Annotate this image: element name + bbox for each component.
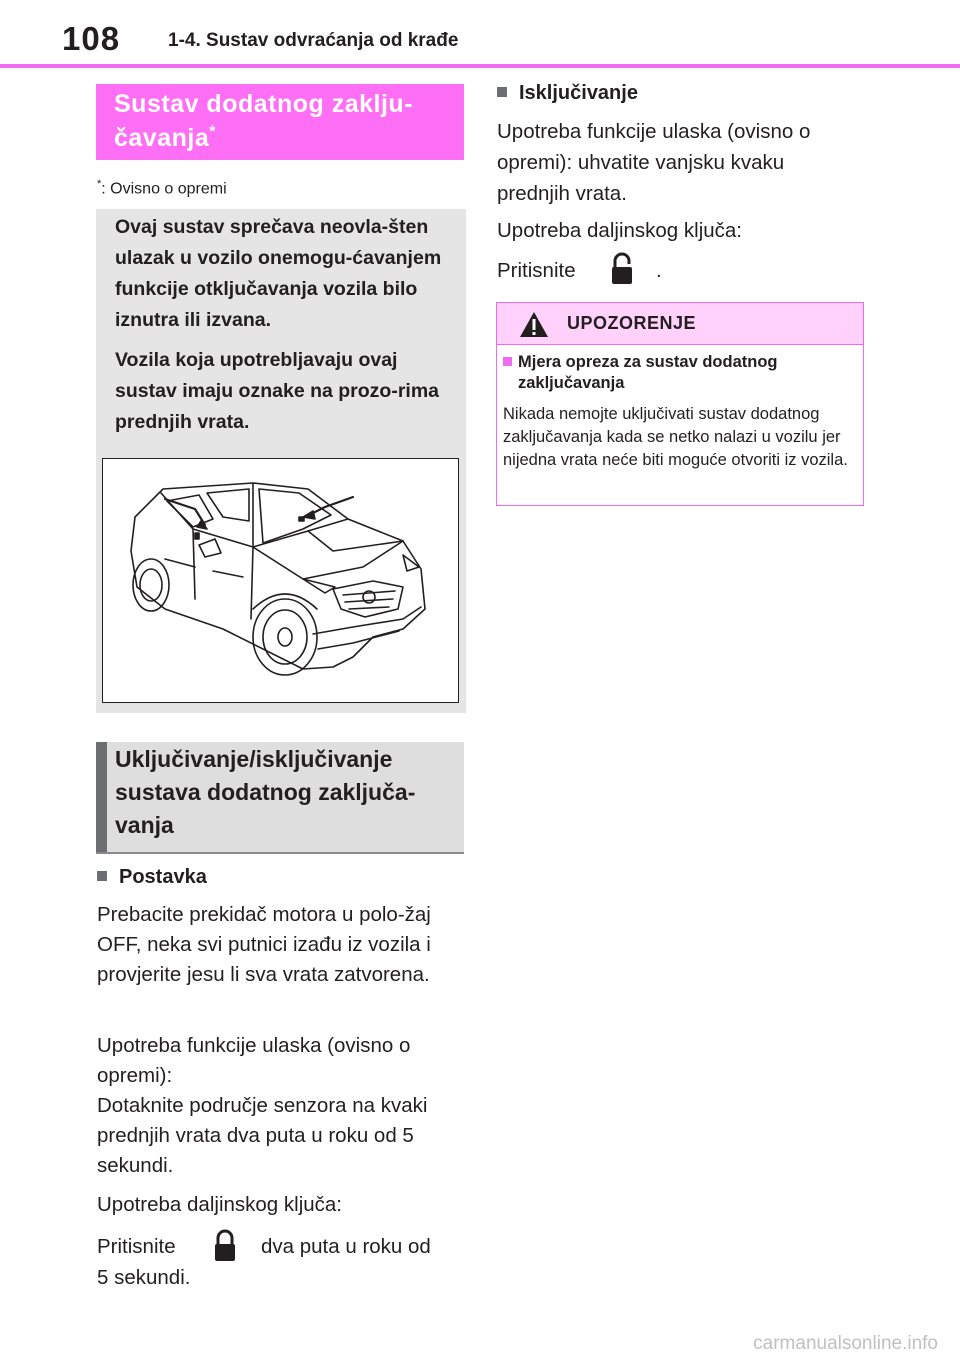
setting-paragraph-1: Prebacite prekidač motora u polo-žaj OFF, neka svi putnici izađu iz vozila i provjerite jesu li sva vrata zatvorena. bbox=[97, 903, 431, 986]
warning-body: Nikada nemojte uključivati sustav dodatnog zaključavanja kada se netko nalazi u vozilu jer nijedna vrata neće biti moguće otvoriti iz vozila. bbox=[503, 405, 848, 469]
intro-box bbox=[96, 209, 466, 713]
square-bullet-icon bbox=[497, 87, 507, 97]
unlock-icon bbox=[609, 252, 635, 286]
disable-press-after: . bbox=[656, 259, 662, 282]
asterisk-marker: * bbox=[209, 123, 216, 141]
warning-triangle-icon bbox=[519, 311, 549, 338]
subheading-text: Postavka bbox=[119, 866, 207, 888]
chapter-title: 1-4. Sustav odvraćanja od krađe bbox=[168, 30, 459, 51]
warning-subtitle-text: Mjera opreza za sustav dodatnog zaključavanja bbox=[518, 353, 778, 392]
header-divider bbox=[0, 64, 960, 68]
warning-subtitle bbox=[503, 352, 858, 394]
setting-paragraph-2a: Upotreba funkcije ulaska (ovisno o opremi): bbox=[97, 1034, 411, 1087]
suv-line-drawing-icon bbox=[103, 459, 458, 702]
section-heading-text: Uključivanje/isključivanje sustava dodatnog zaključa-vanja bbox=[115, 746, 416, 838]
warning-box bbox=[496, 302, 864, 506]
setting-press-after: dva puta u roku od bbox=[261, 1235, 431, 1258]
square-bullet-icon bbox=[503, 357, 512, 366]
subheading-text: Isključivanje bbox=[519, 82, 638, 104]
setting-press-before: Pritisnite bbox=[97, 1235, 176, 1258]
footnote-text: : Ovisno o opremi bbox=[101, 180, 227, 198]
intro-paragraph-1: Ovaj sustav sprečava neovla-šten ulazak u vozilo onemogu-ćavanjem funkcije otključavanja vozila bilo iznutra ili izvana. bbox=[115, 216, 442, 331]
footnote bbox=[97, 178, 227, 198]
footnote-marker: * bbox=[97, 178, 102, 190]
disable-press-before: Pritisnite bbox=[497, 259, 576, 282]
section-heading-text: Sustav dodatnog zaklju-čavanja* bbox=[114, 90, 414, 152]
warning-label: UPOZORENJE bbox=[567, 313, 697, 333]
subheading-disable bbox=[497, 82, 638, 105]
watermark: carmanualsonline.info bbox=[753, 1333, 938, 1354]
subheading-setting bbox=[97, 866, 207, 889]
disable-paragraph-1: Upotreba funkcije ulaska (ovisno o opremi): uhvatite vanjsku kvaku prednjih vrata. bbox=[497, 120, 811, 205]
vehicle-illustration bbox=[102, 458, 459, 703]
section-marker-bar bbox=[96, 742, 107, 852]
page-number: 108 bbox=[62, 20, 121, 57]
warning-header bbox=[497, 303, 863, 345]
setting-press-line2: 5 sekundi. bbox=[97, 1266, 191, 1289]
section-heading-double-lock bbox=[96, 84, 464, 160]
lock-icon bbox=[212, 1229, 238, 1263]
setting-paragraph-2b: Dotaknite područje senzora na kvaki prednjih vrata dva puta u roku od 5 sekundi. bbox=[97, 1094, 428, 1177]
disable-paragraph-2: Upotreba daljinskog ključa: bbox=[497, 219, 742, 242]
intro-paragraph-2: Vozila koja upotrebljavaju ovaj sustav imaju oznake na prozo-rima prednjih vrata. bbox=[115, 349, 440, 433]
square-bullet-icon bbox=[97, 871, 107, 881]
setting-paragraph-3: Upotreba daljinskog ključa: bbox=[97, 1193, 342, 1216]
section-heading-toggle bbox=[96, 742, 464, 854]
